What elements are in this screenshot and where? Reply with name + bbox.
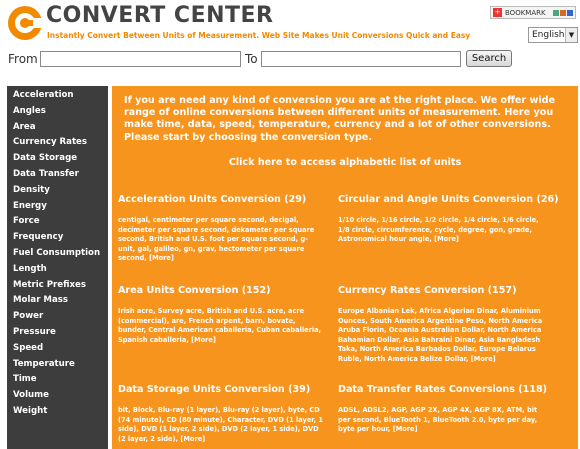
- sidebar-item-angles[interactable]: Angles: [13, 105, 46, 116]
- section-title[interactable]: Currency Rates Conversion (157): [338, 285, 517, 296]
- more-link[interactable]: [More]: [149, 254, 174, 263]
- data-storage-section: [118, 384, 323, 444]
- sidebar-item-fuel-consumption[interactable]: Fuel Consumption: [13, 247, 101, 258]
- more-link[interactable]: [More]: [470, 354, 496, 363]
- section-units-list: ADSL, ADSL2, AGP, AGP 2X, AGP 4X, AGP 8X, ATM, bit per second, BlueTooth 1, BlueTooth 2.0, byte per day, byte per hour, [More]: [338, 406, 538, 434]
- category-sidebar: [7, 86, 108, 449]
- sidebar-item-data-transfer[interactable]: Data Transfer: [13, 168, 79, 179]
- more-link[interactable]: [More]: [191, 335, 216, 344]
- currency-section: [338, 285, 543, 365]
- section-units-list: Europe Albanian Lek, Africa Algerian Dinar, Aluminium Ounces, South America Argentine Peso, North America Aruba Florin, Oceania Australian Dollar, North America Bahamian Dollar, Asia Bahraini Dinar, Asia Bangladesh Taka, North America Barbados Dollar, Europe Belarus Ruble, North America Belize Dollar, [More]: [338, 307, 543, 363]
- section-title[interactable]: Area Units Conversion (152): [118, 285, 271, 296]
- sidebar-item-pressure[interactable]: Pressure: [13, 326, 56, 337]
- section-units-list: Irish acre, Survey acre, British and U.S. acre, acre (commercial), are, French arpent, barn, bovate, bunder, Central American caballeria, Cuban caballeria, Spanish caballeria, [More]: [118, 307, 322, 344]
- to-label: To: [245, 52, 258, 66]
- sidebar-item-density[interactable]: Density: [13, 184, 50, 195]
- language-select[interactable]: [528, 27, 578, 43]
- sidebar-item-frequency[interactable]: Frequency: [13, 232, 64, 243]
- area-section: [118, 285, 323, 345]
- plus-icon: +: [494, 8, 501, 16]
- sidebar-item-temperature[interactable]: Temperature: [13, 358, 75, 369]
- more-link[interactable]: [More]: [180, 434, 206, 443]
- sidebar-item-volume[interactable]: Volume: [13, 390, 49, 401]
- more-link[interactable]: [More]: [392, 425, 418, 434]
- acceleration-section: [118, 194, 323, 264]
- chevron-down-icon: ▼: [565, 28, 577, 42]
- sidebar-item-time[interactable]: Time: [13, 374, 37, 385]
- bookmark-label: BOOKMARK: [505, 8, 546, 17]
- from-input[interactable]: [40, 51, 241, 67]
- sidebar-item-metric-prefixes[interactable]: Metric Prefixes: [13, 279, 86, 290]
- angle-section: [338, 194, 559, 245]
- bookmark-button[interactable]: [490, 6, 576, 19]
- sidebar-item-speed[interactable]: Speed: [13, 342, 44, 353]
- from-label: From: [8, 52, 38, 66]
- sidebar-item-energy[interactable]: Energy: [13, 200, 47, 211]
- convert-center-logo-icon[interactable]: [6, 4, 44, 42]
- sidebar-item-data-storage[interactable]: Data Storage: [13, 153, 78, 164]
- share-icons: [553, 10, 575, 16]
- section-title[interactable]: Data Storage Units Conversion (39): [118, 384, 311, 395]
- data-transfer-section: [338, 384, 548, 435]
- sidebar-item-acceleration[interactable]: Acceleration: [13, 90, 74, 100]
- intro-text: If you are need any kind of conversion you are at the right place. We offer wide range of online conversions between different units of measurement. Here you make time, data, speed, temperature, currency and a lot of other conversions. Please start by choosing the conversion type.: [124, 95, 556, 143]
- site-tagline: Instantly Convert Between Units of Measurement. Web Site Makes Unit Conversions Quick and Easy: [47, 31, 471, 40]
- search-button[interactable]: Search: [466, 50, 512, 67]
- more-link[interactable]: [More]: [434, 235, 459, 244]
- section-units-list: bit, Block, Blu-ray (1 layer), Blu-ray (2 layer), byte, CD (74 minute), CD (80 minute), Character, DVD (1 layer, 1 side), DVD (1 layer, 2 side), DVD (2 layer, 1 side), DVD (2 layer, 2 side), [More]: [118, 406, 323, 443]
- sidebar-item-currency-rates[interactable]: Currency Rates: [13, 137, 88, 148]
- sidebar-item-force[interactable]: Force: [13, 216, 40, 227]
- sidebar-item-area[interactable]: Area: [13, 121, 36, 132]
- language-selected: English: [532, 30, 565, 40]
- section-units-list: 1/10 circle, 1/16 circle, 1/2 circle, 1/4 circle, 1/6 circle, 1/8 circle, circumference, cycle, degree, gon, grade, Astronomical hour angle, [More]: [338, 216, 539, 244]
- section-units-list: centigal, centimeter per square second, decigal, decimeter per square second, dekameter per square second, British and U.S. foot per square second, g-unit, gal, galileo, gn, grav, hectometer per square second, [More]: [118, 216, 315, 263]
- alphabetic-list-link[interactable]: Click here to access alphabetic list of units: [228, 157, 462, 168]
- sidebar-item-length[interactable]: Length: [13, 263, 47, 274]
- sidebar-item-molar-mass[interactable]: Molar Mass: [13, 295, 69, 306]
- sidebar-item-weight[interactable]: Weight: [13, 405, 48, 416]
- section-title[interactable]: Acceleration Units Conversion (29): [118, 194, 307, 205]
- main-panel: [112, 86, 578, 449]
- to-input[interactable]: [261, 51, 461, 67]
- sidebar-item-power[interactable]: Power: [13, 311, 44, 322]
- section-title[interactable]: Data Transfer Rates Conversions (118): [338, 384, 548, 395]
- section-title[interactable]: Circular and Angle Units Conversion (26): [338, 194, 559, 205]
- site-title[interactable]: CONVERT CENTER: [46, 3, 274, 28]
